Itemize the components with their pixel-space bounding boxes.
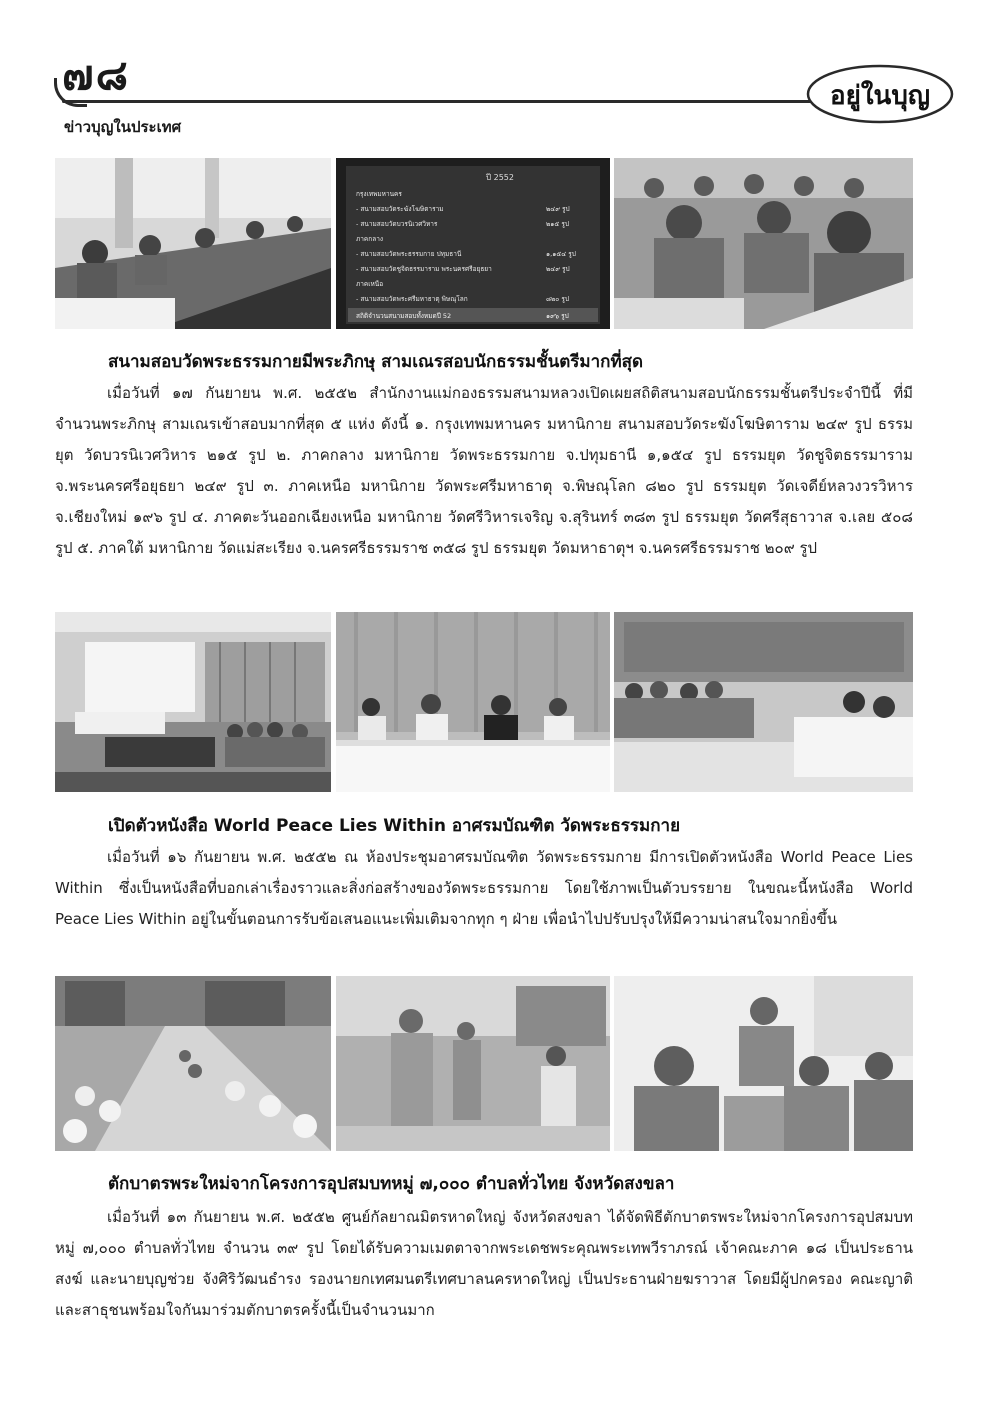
screen-row-label: - สนามสอบวัดพระธรรมกาย ปทุมธานี — [356, 250, 462, 258]
screen-row-label: - สนามสอบวัดบวรนิเวศวิหาร — [356, 220, 438, 228]
screen-row-label: - สนามสอบวัดระฆังโฆษิตาราม — [356, 205, 444, 213]
photo-monks-in-meeting — [614, 612, 913, 792]
screen-row-label: - สนามสอบวัดพระศรีมหาธาตุ พิษณุโลก — [356, 295, 468, 303]
article-2-body: เมื่อวันที่ ๑๖ กันยายน พ.ศ. ๒๕๕๒ ณ ห้องประชุมอาศรมบัณฑิต วัดพระธรรมกาย มีการเปิดตัวหนังสือ World Peace Lies Within ซึ่งเป็นหนังสือที่บอกเล่าเรื่องราวและสิ่งก่อสร้างของวัดพระธรรมกาย โดยใช้ภาพเป็นตัวบรรยาย ในขณะนี้หนังสือ World Peace Lies Within อยู่ในขั้นตอนการรับข้อเสนอแนะเพิ่มเติมจากทุก ๆ ฝ่าย เพื่อนำไปปรับปรุงให้มีความน่าสนใจมากยิ่งขึ้น — [55, 848, 913, 928]
header-rule — [62, 100, 882, 103]
photo-monks-writing-exam — [614, 158, 913, 329]
screen-row-label: กรุงเทพมหานคร — [356, 190, 402, 198]
screen-row-label: ภาคเหนือ — [356, 280, 384, 288]
magazine-logo — [805, 58, 955, 128]
photo-meeting-hall — [55, 612, 331, 792]
page-header — [0, 0, 1000, 140]
section-label: ข่าวบุญในประเทศ — [64, 118, 182, 136]
photo-alms-crowd-street — [55, 976, 331, 1151]
photo-senior-monk-blessing — [614, 976, 913, 1151]
photo-monks-receiving-alms — [336, 976, 610, 1151]
screen-year: ปี 2552 — [486, 173, 514, 182]
screen-row-label: ภาคกลาง — [356, 235, 384, 243]
article-1-headline: สนามสอบวัดพระธรรมกายมีพระภิกษุ สามเณรสอบนักธรรมชั้นตรีมากที่สุด — [108, 352, 644, 372]
page-number: ๗๘ — [62, 50, 130, 99]
photo-book-launch-panel — [336, 612, 610, 792]
screen-row-label: สถิติจำนวนสนามสอบทั้งหมดปี 52 — [356, 312, 452, 320]
article-1-body: เมื่อวันที่ ๑๗ กันยายน พ.ศ. ๒๕๕๒ สำนักงานแม่กองธรรมสนามหลวงเปิดเผยสถิติสนามสอบนักธรรมชั้นตรีประจำปีนี้ ที่มีจำนวนพระภิกษุ สามเณรเข้าสอบมากที่สุด ๕ แห่ง ดังนี้ ๑. กรุงเทพมหานคร มหานิกาย สนามสอบวัดระฆังโฆษิตาราม ๒๔๙ รูป ธรรมยุต วัดบวรนิเวศวิหาร ๒๑๕ รูป ๒. ภาคกลาง มหานิกาย วัดพระธรรมกาย จ.ปทุมธานี ๑,๑๕๔ รูป ธรรมยุต วัดชูจิตธรรมาราม จ.พระนครศรีอยุธยา ๒๔๙ รูป ๓. ภาคเหนือ มหานิกาย วัดพระศรีมหาธาตุ จ.พิษณุโลก ๘๒๐ รูป ธรรมยุต วัดเจดีย์หลวงวรวิหาร จ.เชียงใหม่ ๑๙๖ รูป ๔. ภาคตะวันออกเฉียงเหนือ มหานิกาย วัดศรีวิหารเจริญ จ.สุรินทร์ ๓๘๓ รูป ธรรมยุต วัดศรีสุธาวาส จ.เลย ๕๐๘ รูป ๕. ภาคใต้ มหานิกาย วัดแม่สะเรียง จ.นครศรีธรรมราช ๓๕๘ รูป ธรรมยุต วัดมหาธาตุฯ จ.นครศรีธรรมราช ๒๐๙ รูป — [55, 384, 913, 557]
article-3-headline: ตักบาตรพระใหม่จากโครงการอุปสมบทหมู่ ๗,๐๐๐ ตำบลทั่วไทย จังหวัดสงขลา — [108, 1174, 675, 1194]
screen-row-value: ๒๑๕ รูป — [546, 220, 570, 228]
screen-row-value: ๑,๑๕๔ รูป — [546, 250, 576, 258]
article-3-body: เมื่อวันที่ ๑๓ กันยายน พ.ศ. ๒๕๕๒ ศูนย์กัลยาณมิตรหาดใหญ่ จังหวัดสงขลา ได้จัดพิธีตักบาตรพระใหม่จากโครงการอุปสมบทหมู่ ๗,๐๐๐ ตำบลทั่วไทย จำนวน ๓๙ รูป โดยได้รับความเมตตาจากพระเดชพระคุณพระเทพวีราภรณ์ เจ้าคณะภาค ๑๘ เป็นประธานสงฆ์ และนายบุญช่วย จังศิริวัฒนธำรง รองนายกเทศมนตรีเทศบาลนครหาดใหญ่ เป็นประธานฝ่ายฆราวาส โดยมีผู้ปกครอง คณะญาติ และสาธุชนพร้อมใจกันมาร่วมตักบาตรครั้งนี้เป็นจำนวนมาก — [55, 1208, 913, 1319]
logo-text: อยู่ในบุญ — [830, 81, 930, 111]
screen-row-value: ๒๔๙ รูป — [546, 205, 570, 213]
screen-row-value: ๑๙๖ รูป — [546, 312, 569, 320]
screen-row-value: ๒๔๙ รูป — [546, 265, 570, 273]
photo-exam-statistics-screen — [336, 158, 610, 329]
article-2-headline: เปิดตัวหนังสือ World Peace Lies Within อาศรมบัณฑิต วัดพระธรรมกาย — [108, 816, 681, 836]
screen-row-value: ๘๒๐ รูป — [546, 295, 569, 303]
photo-exam-hall-novices — [55, 158, 331, 329]
screen-row-label: - สนามสอบวัดชูจิตธรรมาราม พระนครศรีอยุธยา — [356, 265, 492, 273]
